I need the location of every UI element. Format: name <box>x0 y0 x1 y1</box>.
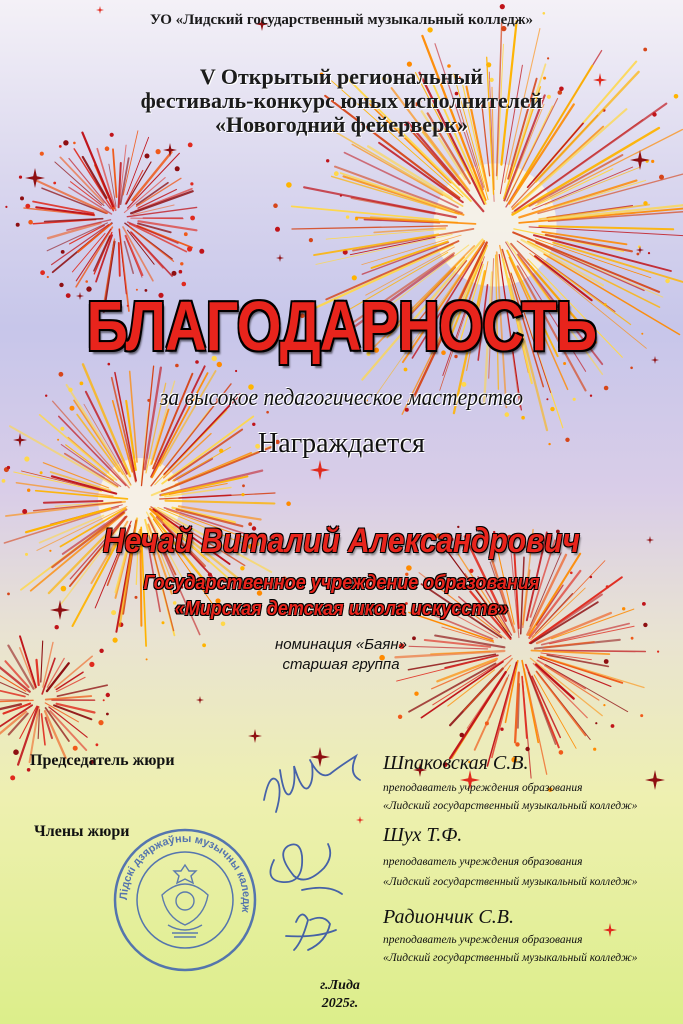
signature-icon <box>250 740 380 970</box>
sparkle-star-icon <box>651 356 659 364</box>
recipient-name: Нечай Виталий Александрович <box>103 522 580 560</box>
jury-member-position: преподаватель учреждения образования <box>383 782 583 794</box>
nomination: номинация «Баян» <box>275 636 407 653</box>
awarded-label: Награждается <box>258 428 425 459</box>
sparkle-star-icon <box>163 143 177 157</box>
sparkle-star-icon <box>645 770 665 790</box>
coat-of-arms-emblem <box>162 865 208 937</box>
sparkle-star-icon <box>25 168 45 188</box>
sparkle-star-icon <box>646 536 654 544</box>
jury-member-organization: «Лидский государственный музыкальный колледж» <box>383 800 638 812</box>
issue-city: г.Лида <box>320 978 360 993</box>
sparkle-star-icon <box>603 923 617 937</box>
institution-name: «Мирская детская школа искусств» <box>174 598 509 620</box>
organization-header: УО «Лидский государственный музыкальный колледж» <box>149 12 534 28</box>
jury-chair-label: Председатель жюри <box>30 752 175 769</box>
institution-type: Государственное учреждение образования <box>143 572 540 594</box>
sparkle-star-icon <box>196 696 204 704</box>
firework-burst-icon <box>5 131 204 312</box>
svg-text:Лідскі дзяржаўны музычны калед <box>118 833 252 914</box>
certificate-subtitle: за высокое педагогическое мастерство <box>159 385 524 411</box>
age-group: старшая группа <box>282 656 400 673</box>
jury-member-organization: «Лидский государственный музыкальный колледж» <box>383 876 638 888</box>
festival-type: фестиваль-конкурс юных исполнителей <box>140 88 543 113</box>
issue-year: 2025г. <box>321 996 359 1011</box>
jury-member-position: преподаватель учреждения образования <box>383 934 583 946</box>
sparkle-star-icon <box>310 460 330 480</box>
jury-member-name: Шух Т.Ф. <box>383 824 463 846</box>
sparkle-star-icon <box>276 254 284 262</box>
jury-member-name: Радиончик С.В. <box>383 906 514 928</box>
festival-name: «Новогодний фейерверк» <box>215 112 468 137</box>
seal-text: Лідскі дзяржаўны музычны каледж <box>117 832 253 914</box>
jury-members-label: Члены жюри <box>34 823 130 840</box>
jury-member-position: преподаватель учреждения образования <box>383 856 583 868</box>
official-seal-icon <box>110 825 260 975</box>
festival-edition: V Открытый региональный <box>199 64 484 89</box>
jury-member-organization: «Лидский государственный музыкальный колледж» <box>383 952 638 964</box>
jury-member-name: Шпаковская С.В. <box>383 752 529 774</box>
certificate-title: БЛАГОДАРНОСТЬ <box>86 287 597 365</box>
